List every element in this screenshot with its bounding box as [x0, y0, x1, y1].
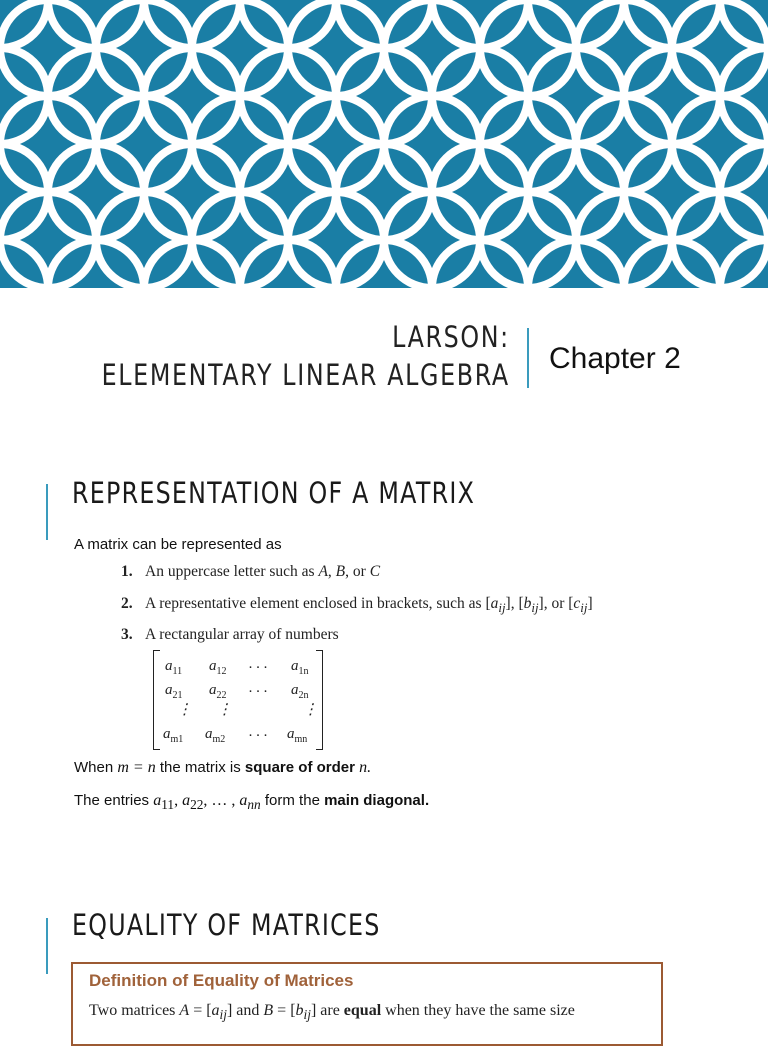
item-3-text: A rectangular array of numbers: [145, 626, 339, 643]
book-title: [102, 318, 510, 394]
matrix-cell: $a_{12}$: [209, 658, 227, 677]
intro-text: A matrix can be represented as: [74, 536, 282, 553]
square-order-line: When m = n the matrix is square of order n.: [74, 759, 372, 776]
item-2-text: A representative element enclosed in brackets, such as $[a_{ij}]$, $[b_{ij}]$, or $[c_{ij}]$: [145, 595, 593, 616]
item-3-number: 3.: [121, 626, 133, 643]
matrix-ellipsis: . . .: [249, 656, 268, 672]
matrix-cell: $a_{21}$: [165, 682, 183, 701]
definition-box: [71, 962, 663, 1046]
matrix-cell: $a_{m2}$: [205, 726, 226, 745]
matrix-vdots: ⋮: [177, 702, 192, 718]
matrix-array: [153, 650, 323, 750]
item-2-number: 2.: [121, 595, 133, 612]
chapter-label: Chapter 2: [549, 342, 681, 375]
item-1-text: An uppercase letter such as A, B, or C: [145, 563, 381, 580]
definition-title: Definition of Equality of Matrices: [89, 971, 354, 990]
matrix-vdots: ⋮: [217, 702, 232, 718]
section-accent-bar: [46, 918, 48, 974]
section-heading-representation: REPRESENTATION OF A MATRIX: [72, 476, 476, 510]
section-heading-equality: EQUALITY OF MATRICES: [72, 908, 381, 942]
matrix-cell: $a_{2n}$: [291, 682, 309, 701]
main-diagonal-line: The entries $a_{11}$, $a_{22}$, … , $a_{nn}$ form the main diagonal.: [74, 792, 430, 813]
title-divider: [527, 328, 529, 388]
matrix-ellipsis: . . .: [249, 680, 268, 696]
section-accent-bar: [46, 484, 48, 540]
item-1-number: 1.: [121, 563, 133, 580]
matrix-cell: $a_{11}$: [165, 658, 183, 677]
matrix-ellipsis: . . .: [249, 724, 268, 740]
title-line-1: LARSON:: [392, 320, 510, 354]
matrix-cell: $a_{mn}$: [287, 726, 308, 745]
matrix-cell: $a_{22}$: [209, 682, 227, 701]
definition-text: Two matrices $A = [a_{ij}]$ and $B = [b_{ij}]$ are equal when they have the same size: [89, 1002, 575, 1023]
pattern-banner: [0, 0, 768, 288]
title-slide: [0, 288, 768, 438]
matrix-vdots: ⋮: [303, 702, 318, 718]
matrix-left-bracket: [153, 650, 160, 750]
matrix-cell: $a_{m1}$: [163, 726, 184, 745]
title-line-2: ELEMENTARY LINEAR ALGEBRA: [101, 358, 510, 392]
matrix-cell: $a_{1n}$: [291, 658, 309, 677]
